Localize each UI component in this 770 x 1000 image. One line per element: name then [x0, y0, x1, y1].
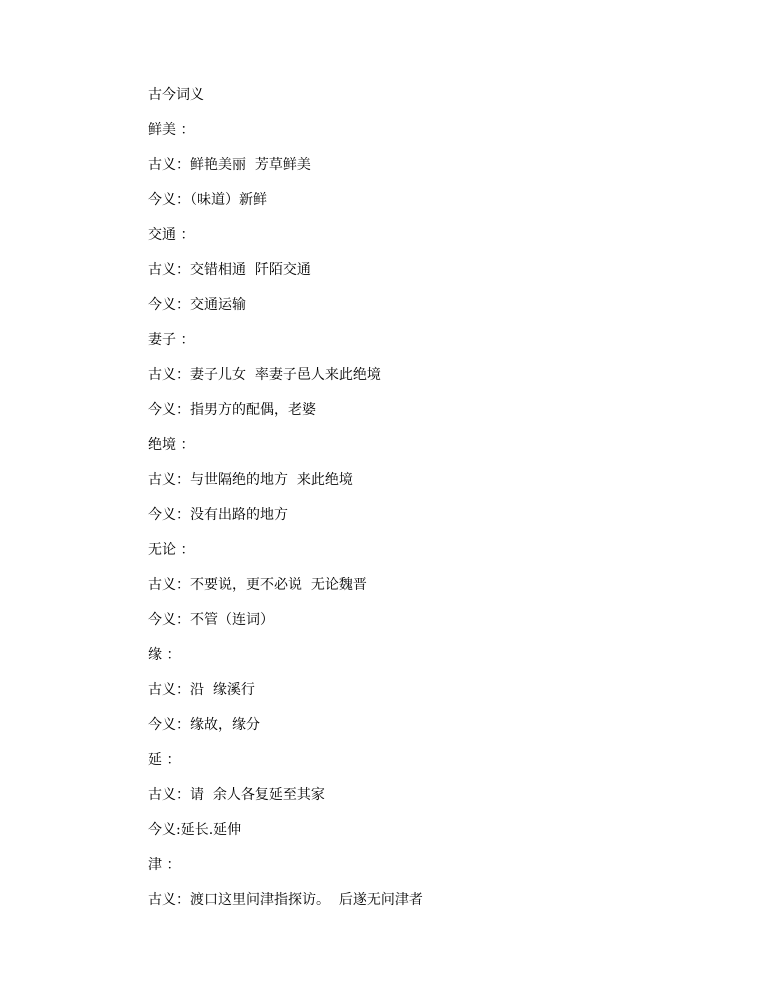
ancient-meaning: 古义：交错相通 阡陌交通	[148, 262, 311, 278]
term-heading: 津 ：	[148, 857, 181, 873]
document-body	[148, 84, 708, 924]
modern-meaning: 今义：交通运输	[148, 297, 246, 313]
ancient-meaning: 古义：妻子儿女 率妻子邑人来此绝境	[148, 367, 381, 383]
ancient-meaning: 古义：鲜艳美丽 芳草鲜美	[148, 157, 311, 173]
ancient-meaning: 古义：沿 缘溪行	[148, 682, 255, 698]
modern-meaning: 今义：没有出路的地方	[148, 507, 288, 523]
term-heading: 妻子 ：	[148, 332, 195, 348]
term-heading: 缘 ：	[148, 647, 181, 663]
modern-meaning: 今义：不管（连词）	[148, 612, 274, 628]
term-heading: 延 ：	[148, 752, 181, 768]
ancient-meaning: 古义：渡口这里问津指探访。 后遂无问津者	[148, 892, 423, 908]
document-title: 古今词义	[148, 87, 204, 103]
term-heading: 无论 ：	[148, 542, 195, 558]
term-heading: 绝境 ：	[148, 437, 195, 453]
ancient-meaning: 古义：不要说，更不必说 无论魏晋	[148, 577, 367, 593]
modern-meaning: 今义：缘故，缘分	[148, 717, 260, 733]
ancient-meaning: 古义：与世隔绝的地方 来此绝境	[148, 472, 353, 488]
modern-meaning: 今义：指男方的配偶，老婆	[148, 402, 316, 418]
modern-meaning: 今义：（味道）新鲜	[148, 192, 267, 208]
modern-meaning: 今义:延长.延伸	[148, 822, 242, 838]
term-heading: 鲜美 ：	[148, 122, 195, 138]
ancient-meaning: 古义：请 余人各复延至其家	[148, 787, 325, 803]
term-heading: 交通 ：	[148, 227, 195, 243]
